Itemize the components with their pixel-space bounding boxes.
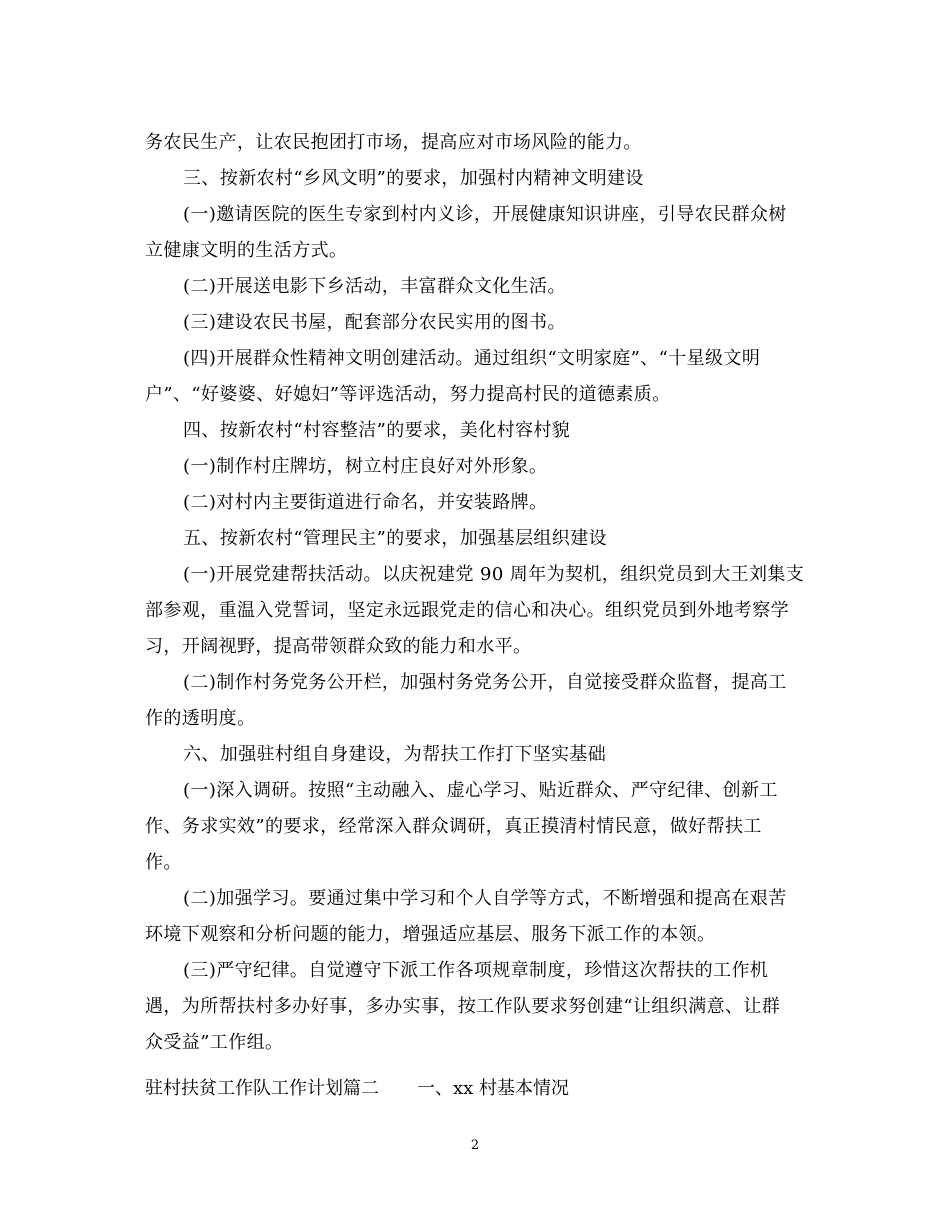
paragraph-line: 众受益”工作组。 [145,1032,284,1053]
section-heading-4: 四、按新农村“村容整洁”的要求，美化村容村貌 [183,420,571,441]
page-number: 2 [470,1138,480,1153]
section-heading-3: 三、按新农村“乡风文明”的要求，加强村内精神文明建设 [183,168,644,189]
next-title: 驻村扶贫工作队工作计划篇二 [145,1078,379,1099]
paragraph-line: (三)严守纪律。自觉遵守下派工作各项规章制度，珍惜这次帮扶的工作机 [183,960,769,981]
paragraph-line: (一)邀请医院的医生专家到村内义诊，开展健康知识讲座，引导农民群众树 [183,204,787,225]
paragraph-line: 户”、“好婆婆、好媳妇”等评选活动，努力提高村民的道德素质。 [145,384,671,405]
paragraph-line: 习，开阔视野，提高带领群众致的能力和水平。 [145,636,532,657]
paragraph-line: 遇，为所帮扶村多办好事，多办实事，按工作队要求努创建“让组织满意、让群 [145,996,781,1017]
paragraph-line: (三)建设农民书屋，配套部分农民实用的图书。 [183,312,566,333]
paragraph-line: 作的透明度。 [145,708,256,729]
paragraph-line: 务农民生产，让农民抱团打市场，提高应对市场风险的能力。 [145,132,642,153]
paragraph-line: 部参观，重温入党誓词，坚定永远跟党走的信心和决心。组织党员到外地考察学 [145,600,789,621]
paragraph-line: (一)制作村庄牌坊，树立村庄良好对外形象。 [183,456,548,477]
paragraph-line: (二)加强学习。要通过集中学习和个人自学等方式，不断增强和提高在艰苦 [183,888,787,909]
next-section-line [145,1077,569,1101]
paragraph-line: 立健康文明的生活方式。 [145,240,348,261]
next-section-heading: 一、xx 村基本情况 [417,1078,570,1099]
paragraph-line: 作。 [145,852,182,873]
paragraph-line: (二)开展送电影下乡活动，丰富群众文化生活。 [183,276,566,297]
paragraph-line: (一)开展党建帮扶活动。以庆祝建党 90 周年为契机，组织党员到大王刘集支 [183,564,805,585]
paragraph-line: (二)对村内主要街道进行命名，并安装路牌。 [183,492,548,513]
paragraph-line: 作、务求实效”的要求，经常深入群众调研，真正摸清村情民意，做好帮扶工 [145,816,762,837]
section-heading-6: 六、加强驻村组自身建设，为帮扶工作打下坚实基础 [183,744,607,765]
paragraph-line: (二)制作村务党务公开栏，加强村务党务公开，自觉接受群众监督，提高工 [183,672,787,693]
paragraph-line: (四)开展群众性精神文明创建活动。通过组织“文明家庭”、“十星级文明 [183,348,761,369]
paragraph-line: (一)深入调研。按照“主动融入、虚心学习、贴近群众、严守纪律、创新工 [183,780,778,801]
paragraph-line: 环境下观察和分析问题的能力，增强适应基层、服务下派工作的本领。 [145,924,716,945]
section-heading-5: 五、按新农村“管理民主”的要求，加强基层组织建设 [183,528,608,549]
